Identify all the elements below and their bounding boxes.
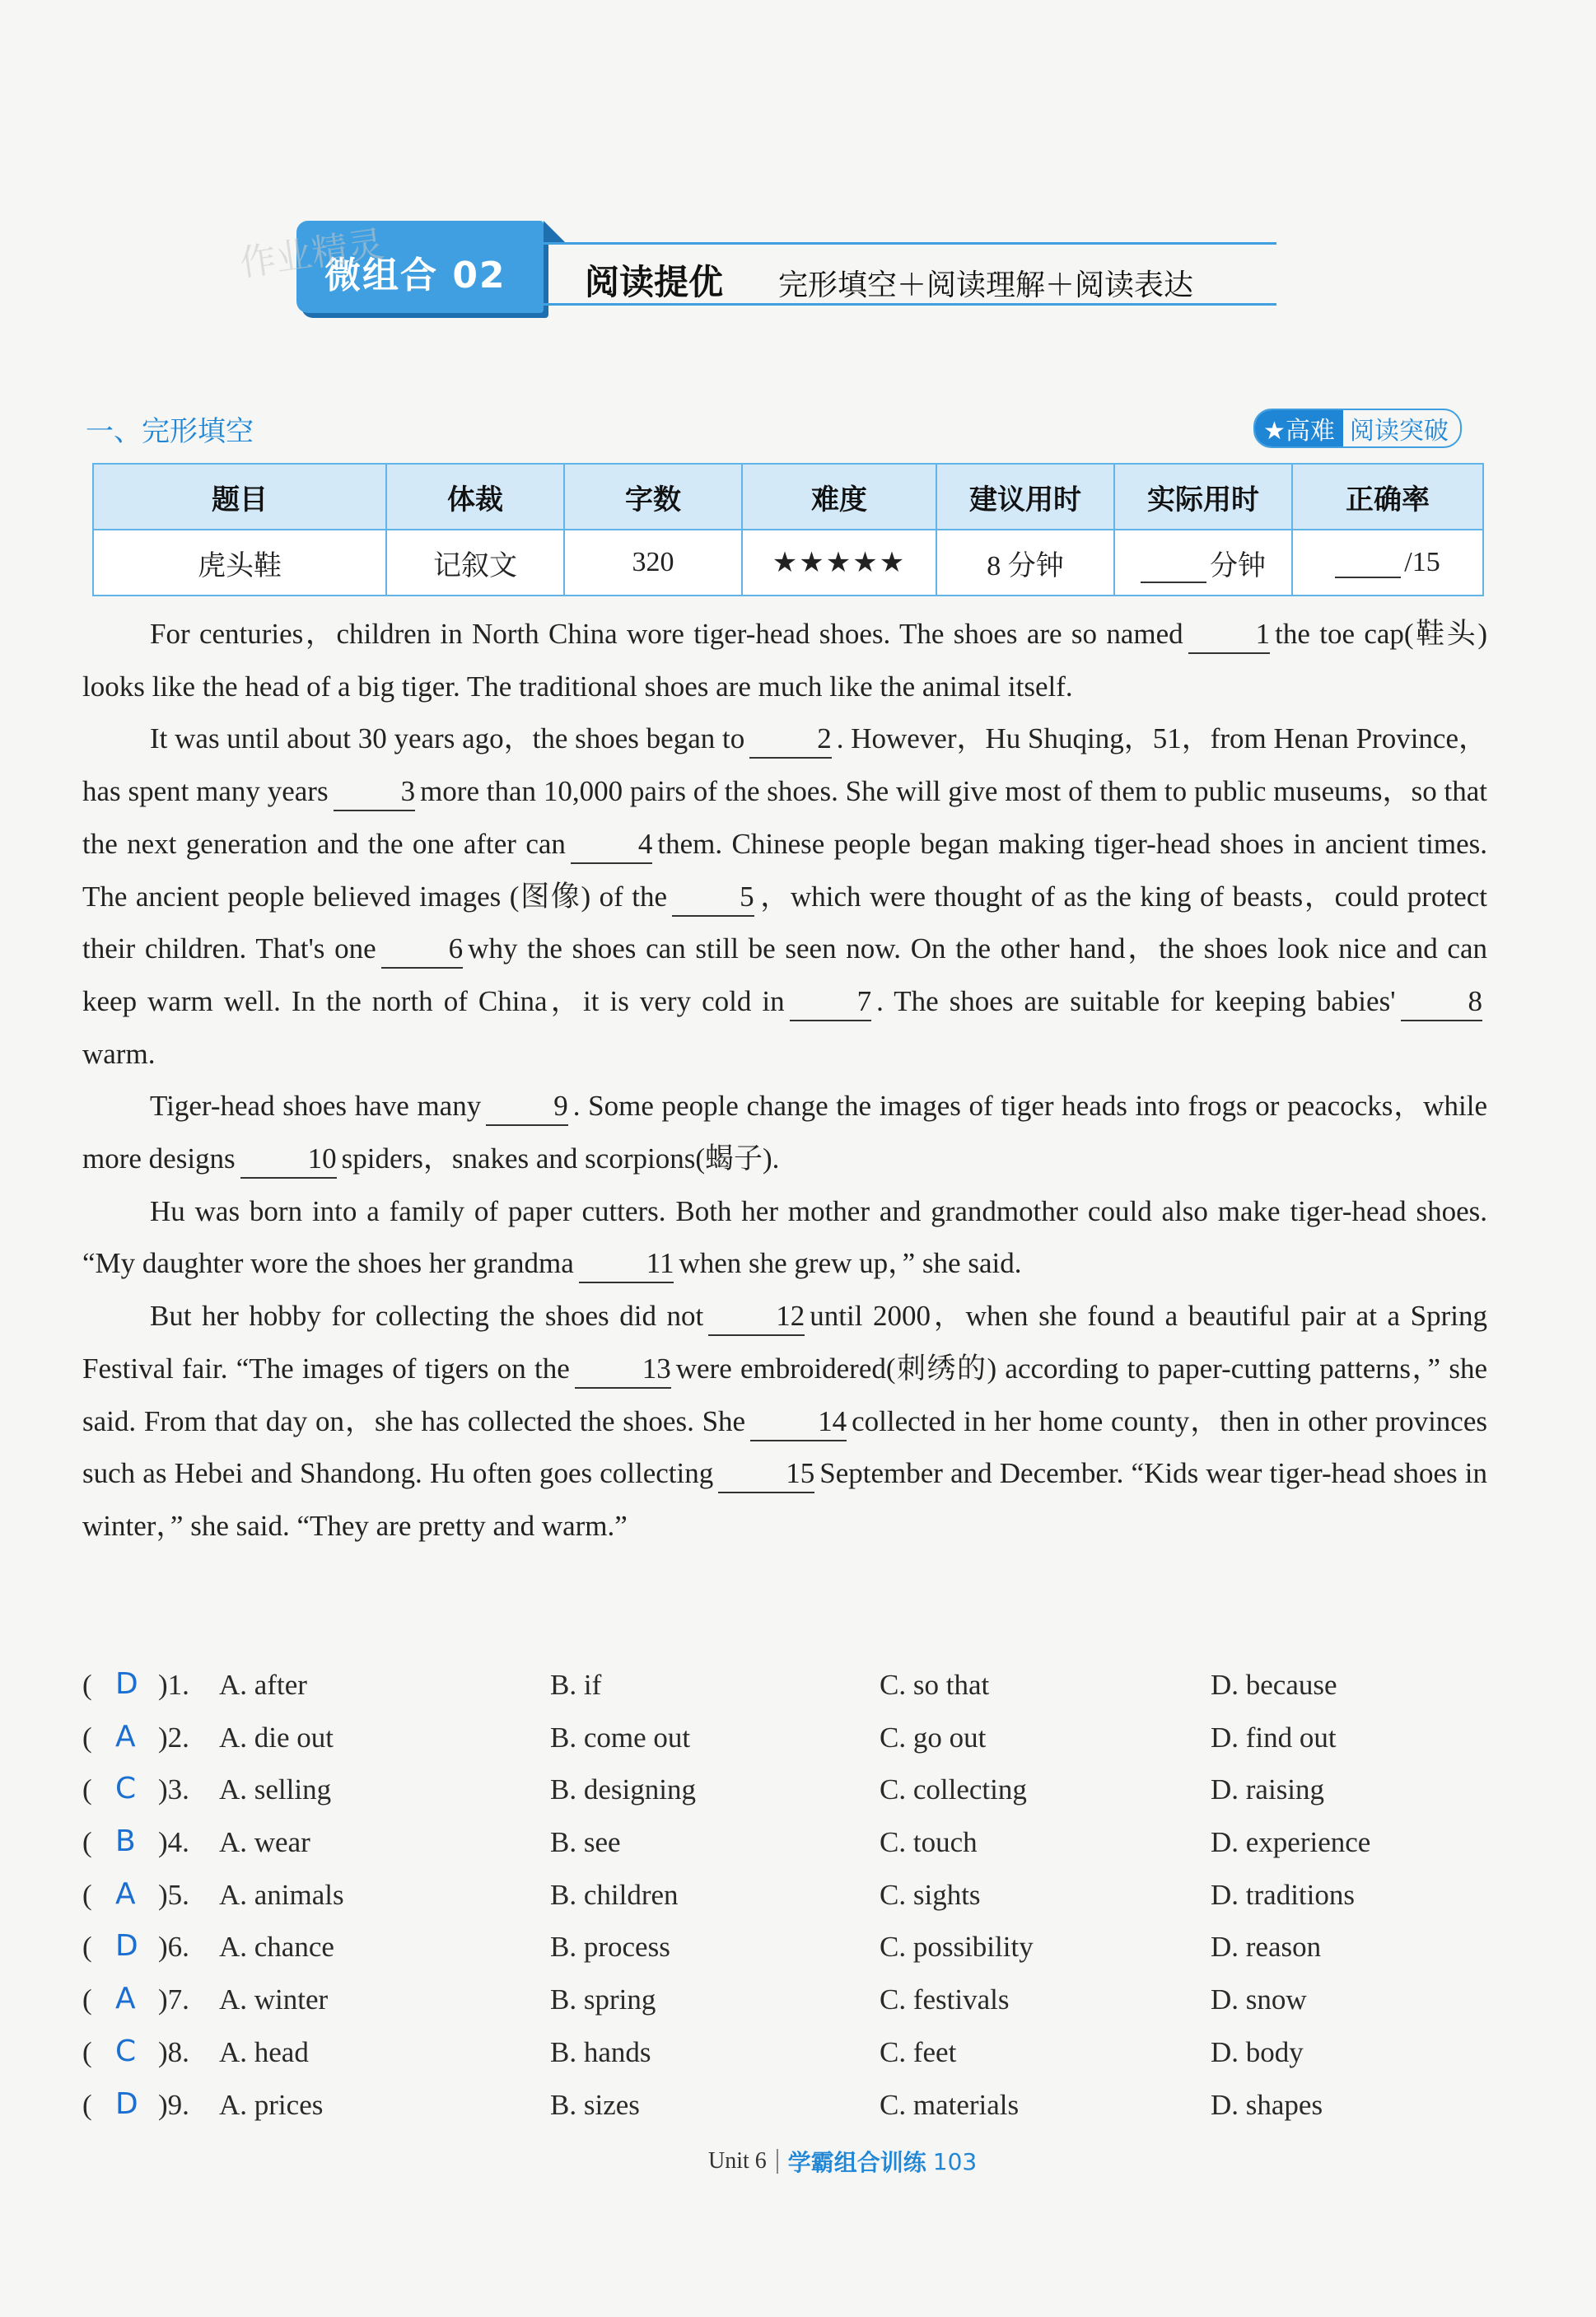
passage-text: when she grew up，” she said. — [679, 1247, 1022, 1280]
option-c[interactable]: C. go out — [880, 1721, 987, 1754]
cloze-blank-12[interactable]: 12 — [708, 1298, 805, 1336]
passage-text: . However，Hu Shuqing，51，from Henan Province，has spent many years — [82, 722, 1487, 808]
badge-breakthrough-label: 阅读突破 — [1349, 417, 1449, 446]
cloze-blank-3[interactable]: 3 — [334, 773, 416, 811]
banner-subtitle: 完形填空＋阅读理解＋阅读表达 — [778, 269, 1194, 302]
cloze-blank-2[interactable]: 2 — [749, 721, 832, 759]
option-d[interactable]: D. body — [1211, 2035, 1304, 2068]
question-row-6 — [82, 1924, 1499, 1977]
page-number: 103 — [932, 2147, 978, 2175]
option-d[interactable]: D. raising — [1211, 1773, 1325, 1806]
answer-paren: ( — [82, 1721, 92, 1754]
answer-paren: ( — [82, 1931, 92, 1964]
option-d[interactable]: D. reason — [1211, 1931, 1322, 1964]
option-d[interactable]: D. because — [1211, 1669, 1337, 1701]
option-a[interactable]: A. winter — [219, 1983, 329, 2016]
question-number: )9. — [158, 2088, 189, 2121]
answer-paren: ( — [82, 1826, 92, 1859]
answer-paren: ( — [82, 1773, 92, 1806]
question-number: )5. — [158, 1878, 189, 1911]
passage-paragraph-3 — [82, 1080, 1487, 1184]
accuracy-total: /15 — [1404, 547, 1440, 577]
option-c[interactable]: C. sights — [880, 1878, 981, 1911]
question-row-9 — [82, 2082, 1499, 2135]
question-row-1 — [82, 1662, 1499, 1715]
question-number: )6. — [158, 1931, 189, 1964]
option-d[interactable]: D. find out — [1211, 1721, 1337, 1754]
difficulty-badge — [1253, 409, 1462, 448]
page-footer — [708, 2145, 977, 2178]
answer-mark[interactable]: C — [115, 1772, 137, 1806]
cell-topic: 虎头鞋 — [93, 530, 386, 596]
answer-mark[interactable]: A — [115, 1719, 136, 1754]
passage-text: spiders，snakes and scorpions(蝎子). — [341, 1142, 780, 1175]
answer-paren: ( — [82, 1669, 92, 1701]
cloze-blank-6[interactable]: 6 — [381, 931, 464, 969]
cell-genre: 记叙文 — [386, 530, 564, 596]
passage-text: more than 10,000 pairs of the shoes. She will give most of them to public museums，so that the next generation and the one after can — [82, 775, 1487, 860]
option-b[interactable]: B. designing — [550, 1773, 696, 1806]
passage-text: . The shoes are suitable for keeping babies' — [876, 984, 1396, 1017]
header-accuracy: 正确率 — [1292, 464, 1483, 530]
answer-paren: ( — [82, 2035, 92, 2068]
passage-paragraph-1 — [82, 608, 1487, 712]
answer-mark[interactable]: A — [115, 1876, 136, 1911]
option-b[interactable]: B. see — [550, 1826, 621, 1859]
cloze-blank-14[interactable]: 14 — [750, 1404, 847, 1441]
answer-mark[interactable]: D — [115, 1667, 138, 1701]
option-b[interactable]: B. if — [550, 1669, 602, 1701]
question-list — [82, 1662, 1499, 2134]
cloze-blank-10[interactable]: 10 — [240, 1141, 337, 1179]
header-actual-time: 实际用时 — [1114, 464, 1292, 530]
option-d[interactable]: D. traditions — [1211, 1878, 1355, 1911]
option-a[interactable]: A. prices — [219, 2088, 324, 2121]
section-banner — [236, 221, 1276, 313]
answer-paren: ( — [82, 2088, 92, 2121]
header-genre: 体裁 — [386, 464, 564, 530]
option-d[interactable]: D. shapes — [1211, 2088, 1323, 2121]
footer-unit: Unit 6 — [708, 2148, 767, 2174]
cell-actual-time[interactable] — [1114, 530, 1292, 596]
passage-text: collected in her home county，then in other provinces such as Hebei and Shandong. Hu often goes collecting — [82, 1404, 1487, 1490]
header-topic: 题目 — [93, 464, 386, 530]
table-header-row — [93, 464, 1483, 530]
option-d[interactable]: D. experience — [1211, 1826, 1371, 1859]
option-c[interactable]: C. festivals — [880, 1983, 1010, 2016]
answer-mark[interactable]: C — [115, 2034, 137, 2068]
passage-text: For centuries，children in North China wore tiger-head shoes. The shoes are so named — [150, 618, 1183, 650]
option-c[interactable]: C. so that — [880, 1669, 990, 1701]
option-a[interactable]: A. chance — [219, 1931, 334, 1964]
banner-notch — [544, 221, 565, 242]
answer-mark[interactable]: A — [115, 1982, 136, 2016]
question-number: )3. — [158, 1773, 189, 1806]
actual-time-blank[interactable] — [1141, 554, 1206, 583]
cloze-blank-15[interactable]: 15 — [718, 1455, 814, 1493]
question-number: )4. — [158, 1826, 189, 1859]
footer-divider — [777, 2149, 778, 2174]
header-words: 字数 — [564, 464, 742, 530]
answer-paren: ( — [82, 1878, 92, 1911]
option-c[interactable]: C. possibility — [880, 1931, 1034, 1964]
passage-text: ，which were thought of as the king of beasts，could protect their children. That's one — [82, 880, 1487, 965]
cloze-passage — [82, 608, 1487, 1553]
accuracy-blank[interactable] — [1335, 549, 1401, 578]
question-row-7 — [82, 1977, 1499, 2030]
passage-text: . Some people change the images of tiger heads into frogs or peacocks，while more designs — [82, 1090, 1487, 1175]
option-c[interactable]: C. feet — [880, 2035, 957, 2068]
cloze-blank-8[interactable]: 8 — [1401, 983, 1483, 1021]
passage-text: until 2000，when she found a beautiful pair at a Spring Festival fair. “The images of tigers on the — [82, 1300, 1487, 1385]
passage-paragraph-2 — [82, 712, 1487, 1080]
cloze-blank-4[interactable]: 4 — [571, 826, 653, 864]
section-title: 一、完形填空 — [86, 415, 254, 448]
header-difficulty: 难度 — [742, 464, 936, 530]
reading-info-table — [92, 463, 1484, 596]
passage-text: why the shoes can still be seen now. On the other hand，the shoes look nice and can keep warm well. In the north of China，it is very cold in — [82, 932, 1488, 1017]
option-b[interactable]: B. spring — [550, 1983, 656, 2016]
question-row-3 — [82, 1767, 1499, 1819]
passage-text: were embroidered(刺绣的) according to paper-cutting patterns，” she said. From that day on，she has collected the shoes. She — [82, 1352, 1487, 1437]
cloze-blank-9[interactable]: 9 — [486, 1088, 568, 1126]
passage-text: Tiger-head shoes have many — [150, 1090, 482, 1123]
passage-text: Hu was born into a family of paper cutters. Both her mother and grandmother could also make tiger-head shoes. “My daughter wore the shoes her grandma — [82, 1194, 1487, 1280]
question-number: )7. — [158, 1983, 189, 2016]
option-b[interactable]: B. sizes — [550, 2088, 640, 2121]
cloze-blank-11[interactable]: 11 — [579, 1245, 674, 1283]
option-a[interactable]: A. head — [219, 2035, 309, 2068]
question-row-5 — [82, 1872, 1499, 1925]
option-a[interactable]: A. after — [219, 1669, 307, 1701]
passage-text: It was until about 30 years ago，the shoes began to — [150, 722, 745, 755]
answer-mark[interactable]: D — [115, 1929, 138, 1964]
banner-title: 阅读提优 — [585, 262, 724, 302]
question-row-4 — [82, 1819, 1499, 1872]
option-c[interactable]: C. touch — [880, 1826, 978, 1859]
option-d[interactable]: D. snow — [1211, 1983, 1307, 2016]
banner-tab-label: 微组合 02 — [324, 255, 506, 297]
option-c[interactable]: C. materials — [880, 2088, 1020, 2121]
watermark-logo: 作业精灵 — [236, 222, 387, 285]
option-a[interactable]: A. animals — [219, 1878, 344, 1911]
cell-words: 320 — [564, 530, 742, 596]
header-suggested-time: 建议用时 — [936, 464, 1114, 530]
option-b[interactable]: B. process — [550, 1931, 670, 1964]
answer-mark[interactable]: D — [115, 2086, 138, 2121]
question-number: )2. — [158, 1721, 189, 1754]
passage-paragraph-4 — [82, 1185, 1487, 1290]
passage-text: the toe cap(鞋头) looks like the head of a big tiger. The traditional shoes are much like the animal itself. — [82, 618, 1487, 703]
badge-hard-label: ★高难 — [1255, 409, 1343, 448]
footer-brand: 学霸组合训练 — [787, 2149, 926, 2176]
question-row-2 — [82, 1715, 1499, 1768]
table-row — [93, 530, 1483, 596]
passage-text: warm. — [82, 1037, 156, 1070]
option-b[interactable]: B. come out — [550, 1721, 691, 1754]
option-b[interactable]: B. hands — [550, 2035, 651, 2068]
option-c[interactable]: C. collecting — [880, 1773, 1027, 1806]
question-number: )1. — [158, 1669, 189, 1701]
cloze-blank-13[interactable]: 13 — [575, 1351, 671, 1389]
cell-suggested-time: 8 分钟 — [936, 530, 1114, 596]
passage-paragraph-5 — [82, 1290, 1487, 1553]
option-b[interactable]: B. children — [550, 1878, 679, 1911]
question-number: )8. — [158, 2035, 189, 2068]
cloze-blank-7[interactable]: 7 — [790, 983, 872, 1021]
answer-mark[interactable]: B — [115, 1824, 136, 1859]
passage-text: September and December. “Kids wear tiger-head shoes in winter，” she said. “They are pretty and warm.” — [82, 1457, 1487, 1542]
banner-rule-top — [544, 242, 1276, 245]
cell-difficulty-stars: ★★★★★ — [742, 530, 936, 596]
passage-text: them. Chinese people began making tiger-head shoes in ancient times. The ancient people believed images (图像) of the — [82, 827, 1487, 913]
passage-text: But her hobby for collecting the shoes did not — [150, 1300, 704, 1333]
answer-paren: ( — [82, 1983, 92, 2016]
question-row-8 — [82, 2030, 1499, 2082]
option-a[interactable]: A. die out — [219, 1721, 334, 1754]
cloze-blank-5[interactable]: 5 — [672, 879, 754, 917]
option-a[interactable]: A. selling — [219, 1773, 332, 1806]
actual-time-unit: 分钟 — [1210, 550, 1266, 582]
cell-accuracy[interactable] — [1292, 530, 1483, 596]
cloze-blank-1[interactable]: 1 — [1188, 616, 1271, 654]
option-a[interactable]: A. wear — [219, 1826, 310, 1859]
